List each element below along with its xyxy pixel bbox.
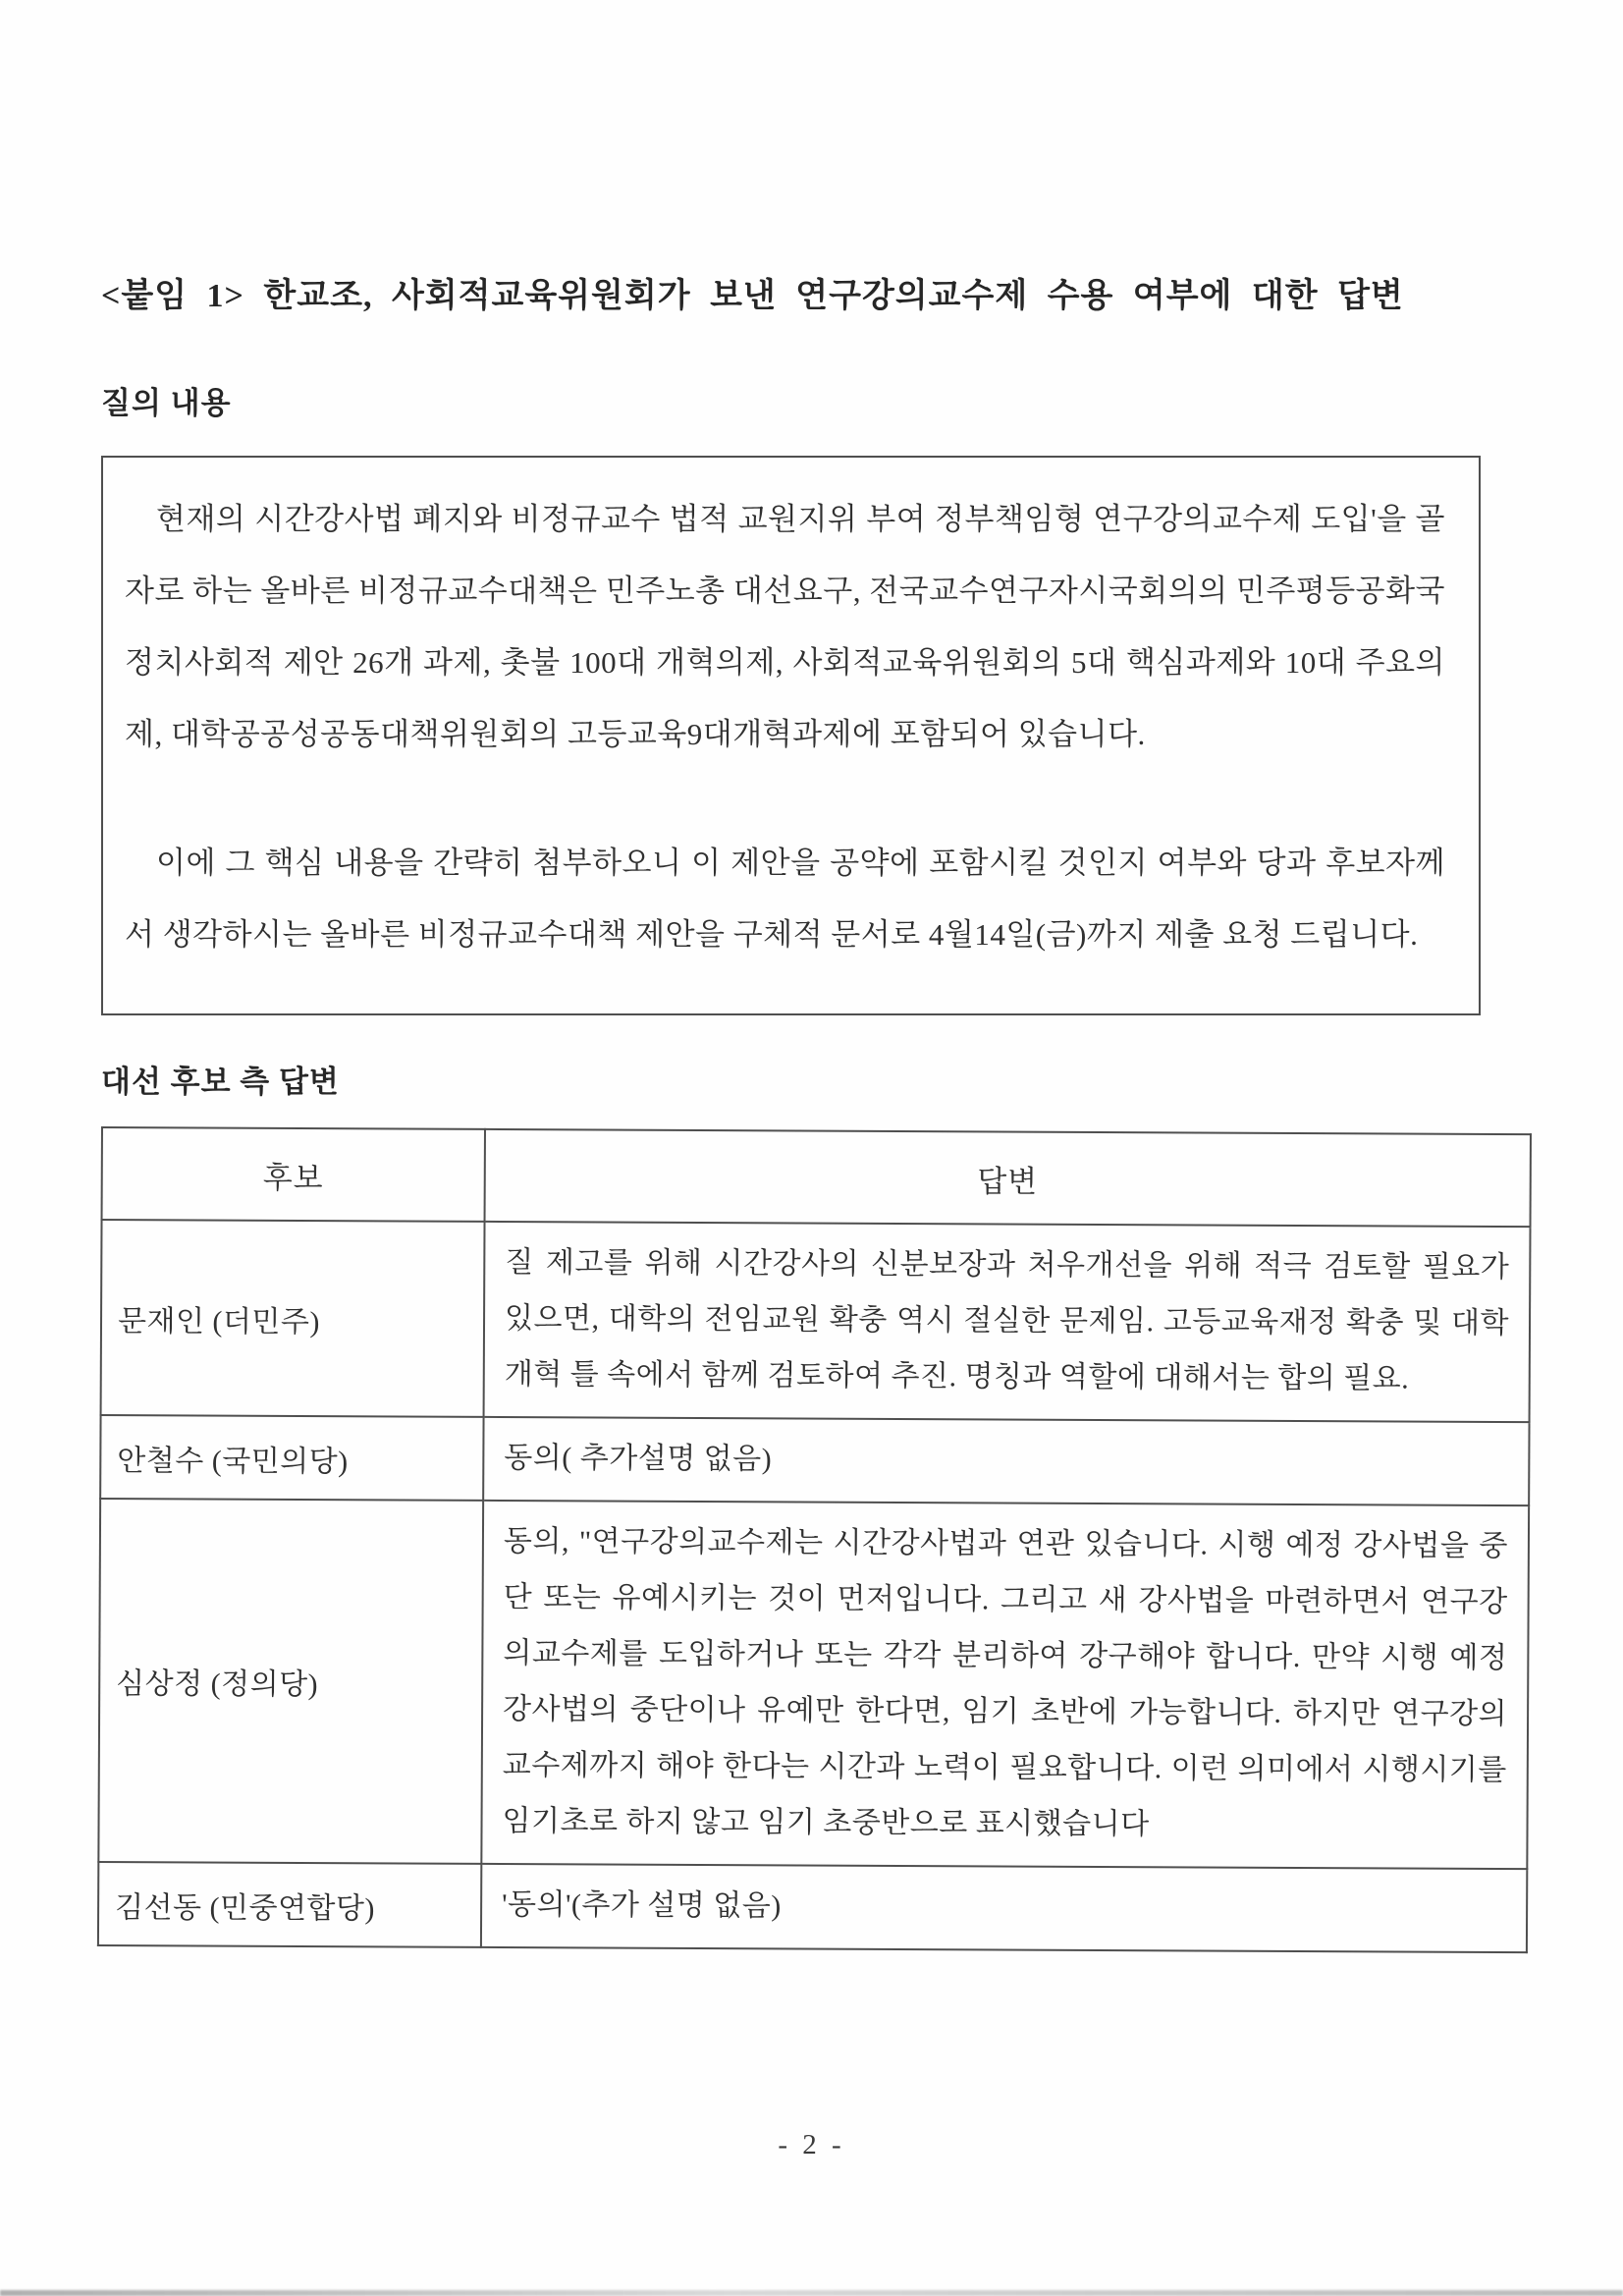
table-row-moon	[101, 1220, 1531, 1422]
page-title: <붙임 1> 한교조, 사회적교육위원회가 보낸 연구강의교수제 수용 여부에 대한 답변	[101, 278, 1404, 314]
answers-table-wrap	[97, 1126, 1532, 1953]
question-paragraph-1: 현재의 시간강사법 폐지와 비정규교수 법적 교원지위 부여 정부책임형 연구강의교수제 도입'을 골자로 하는 올바른 비정규교수대책은 민주노총 대선요구, 전국교수연구자시국회의의 민주평등공화국 정치사회적 제안 26개 과제, 촛불 100대 개혁의제, 사회적교육위원회의 5대 핵심과제와 10대 주요의제, 대학공공성공동대책위원회의 고등교육9대개혁과제에 포함되어 있습니다.	[125, 502, 1445, 751]
table-row-ahn	[100, 1415, 1529, 1505]
candidate-answer: 질 제고를 위해 시간강사의 신분보장과 처우개선을 위해 적극 검토할 필요가 있으면, 대학의 전임교원 확충 역시 절실한 문제임. 고등교육재정 확충 및 대학 개혁 틀 속에서 함께 검토하여 추진. 명칭과 역할에 대해서는 합의 필요.	[484, 1222, 1531, 1422]
candidate-answer: 동의, "연구강의교수제는 시간강사법과 연관 있습니다. 시행 예정 강사법을 중단 또는 유예시키는 것이 먼저입니다. 그리고 새 강사법을 마련하면서 연구강의교수제를 도입하거나 또는 각각 분리하여 강구해야 합니다. 만약 시행 예정 강사법의 중단이나 유예만 한다면, 임기 초반에 가능합니다. 하지만 연구강의교수제까지 해야 한다는 시간과 노력이 필요합니다. 이런 의미에서 시행시기를 임기초로 하지 않고 임기 초중반으로 표시했습니다	[481, 1501, 1529, 1869]
question-box	[101, 456, 1481, 1015]
document-content	[101, 0, 1532, 1946]
question-paragraph-2: 이에 그 핵심 내용을 간략히 첨부하오니 이 제안을 공약에 포함시킬 것인지 여부와 당과 후보자께서 생각하시는 올바른 비정규교수대책 제안을 구체적 문서로 4월14일(금)까지 제출 요청 드립니다.	[125, 846, 1445, 952]
column-header-answer: 답변	[485, 1129, 1531, 1227]
column-header-candidate: 후보	[102, 1127, 485, 1222]
candidate-name: 김선동 (민중연합당)	[98, 1862, 481, 1947]
question-section-heading: 질의 내용	[101, 386, 232, 420]
table-row-sim	[98, 1499, 1529, 1869]
answers-table-body	[98, 1220, 1531, 1952]
answers-section-heading: 대선 후보 측 답변	[101, 1065, 340, 1099]
scan-edge-artifact	[0, 2290, 1623, 2296]
candidate-answer: '동의'(추가 설명 없음)	[481, 1864, 1527, 1952]
page-number: - 2 -	[778, 2129, 845, 2160]
table-header-row	[102, 1127, 1531, 1227]
answers-table	[97, 1126, 1532, 1953]
candidate-name: 안철수 (국민의당)	[100, 1415, 483, 1501]
table-row-kim	[98, 1862, 1527, 1952]
candidate-name: 문재인 (더민주)	[101, 1220, 485, 1417]
candidate-name: 심상정 (정의당)	[98, 1499, 483, 1864]
candidate-answer: 동의( 추가설명 없음)	[483, 1417, 1529, 1505]
answers-table-head	[102, 1127, 1531, 1227]
